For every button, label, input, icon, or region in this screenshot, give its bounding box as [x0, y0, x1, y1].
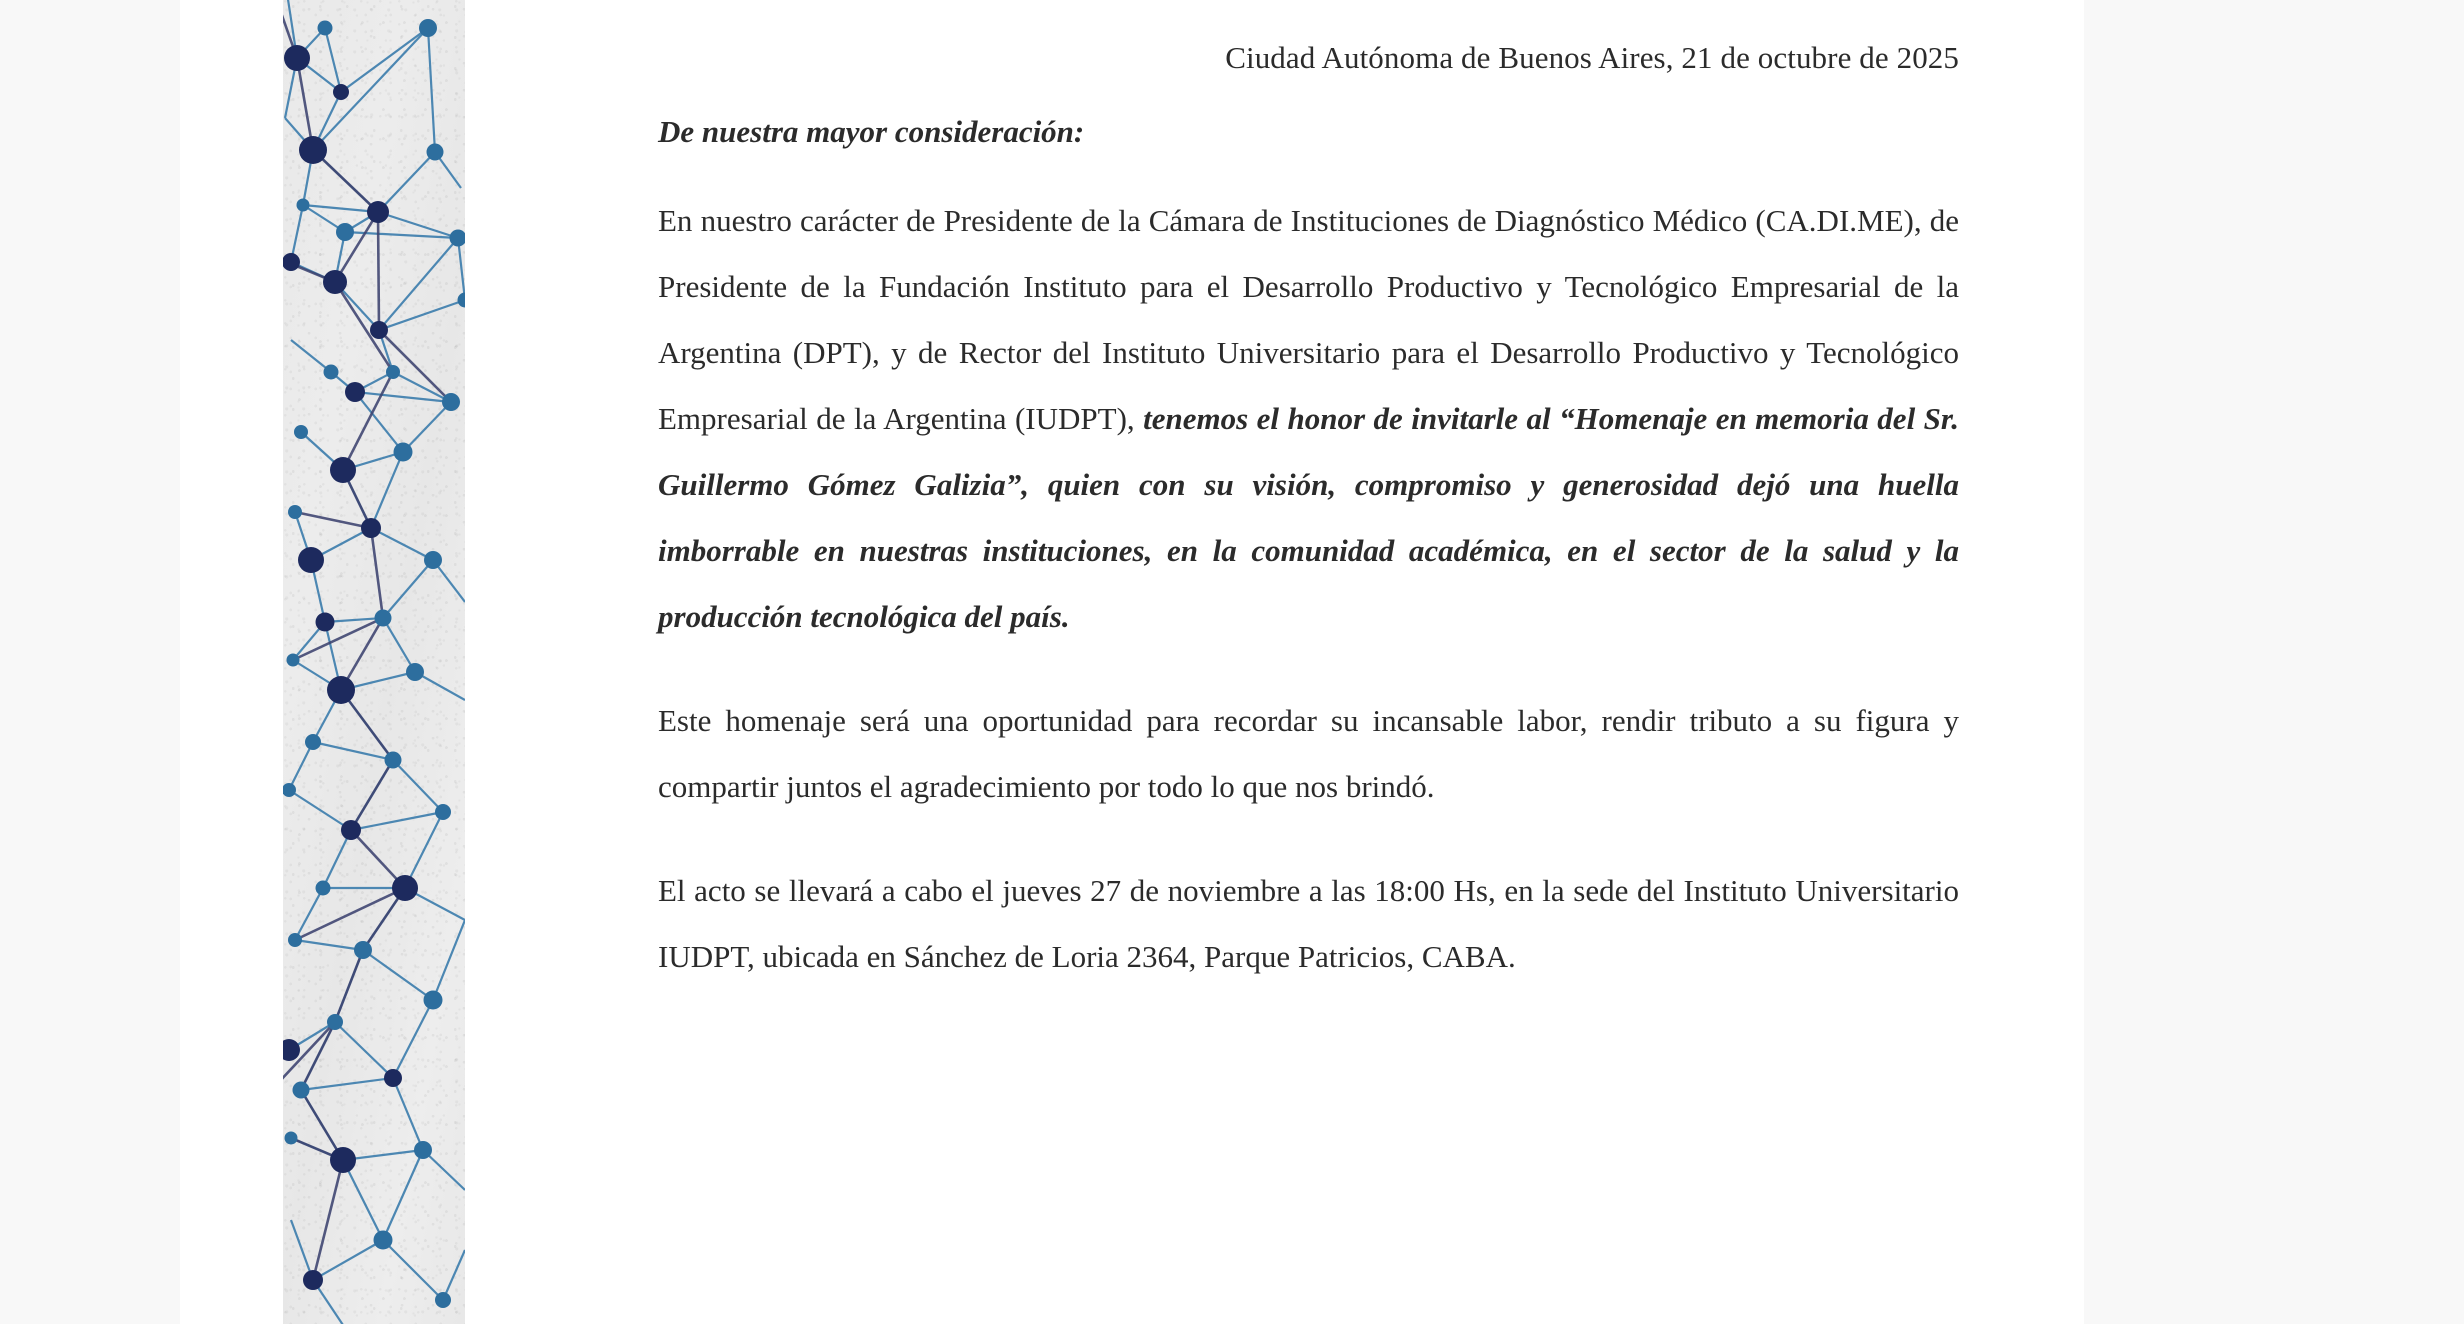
paragraph-presentation-lead: En nuestro carácter de Presidente de la Cámara de Instituciones de Diagnóstico Médico (CA.DI.ME), de Presidente de la Fundación Instituto para el Desarrollo Productivo y Tecnológico Empresarial de la Argentina (DPT), y de Rector del Instituto Universitario para el Desarrollo Productivo y Tecnológico Empresarial de la Argentina (IUDPT), [658, 203, 1959, 436]
network-nodes-svg [283, 0, 465, 1324]
salutation: De nuestra mayor consideración: [658, 114, 1085, 149]
paragraph-presentation-emphasis: tenemos el honor de invitarle al “Homenaje en memoria del Sr. Guillermo Gómez Galizia”, quien con su visión, compromiso y generosidad dejó una huella imborrable en nuestras instituciones, en la comunidad académica, en el sector de la salud y la producción tecnológica del país. [658, 401, 1959, 634]
paragraph-event-details: El acto se llevará a cabo el jueves 27 de noviembre a las 18:00 Hs, en la sede del Instituto Universitario IUDPT, ubicada en Sánchez de Loria 2364, Parque Patricios, CABA. [658, 873, 1959, 974]
network-nodes-graphic [283, 0, 465, 1324]
paragraph-presentation [658, 150, 1959, 650]
letter-text-column [658, 0, 1959, 1324]
date-line: Ciudad Autónoma de Buenos Aires, 21 de octubre de 2025 [1225, 40, 1959, 75]
letter-page [180, 0, 2084, 1324]
paragraph-purpose: Este homenaje será una oportunidad para recordar su incansable labor, rendir tributo a su figura y compartir juntos el agradecimiento por todo lo que nos brindó. [658, 703, 1959, 804]
